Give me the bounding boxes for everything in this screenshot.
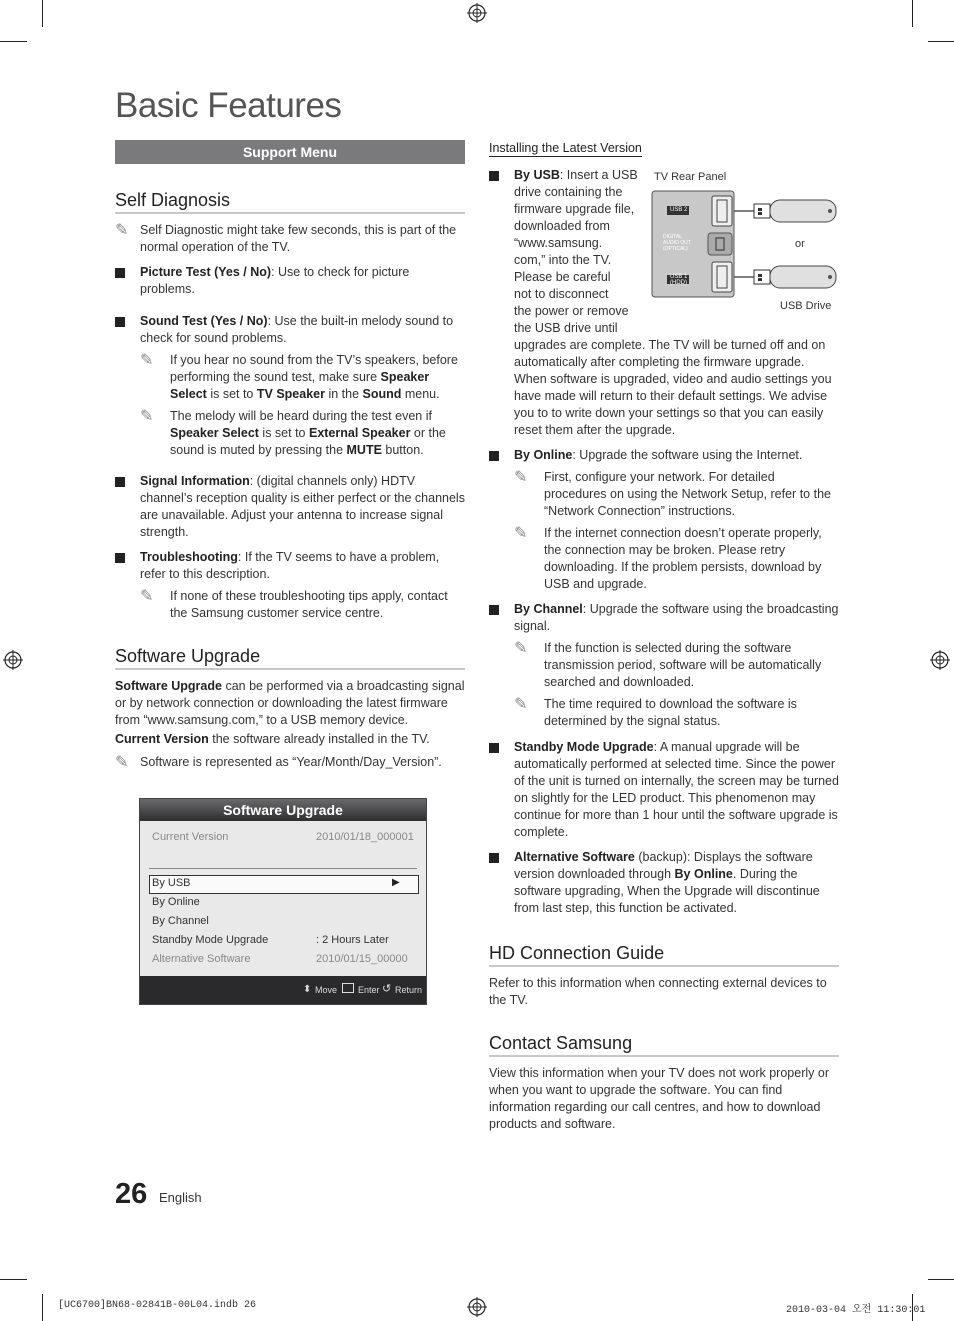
item-text-line: firmware upgrade file, xyxy=(514,202,635,216)
crop-mark xyxy=(42,1294,43,1321)
software-upgrade-osd-menu xyxy=(139,798,427,1005)
bullet-square-icon xyxy=(115,268,125,278)
bullet-square-icon xyxy=(489,451,499,461)
note-text: The time required to download the software is determined by the signal status. xyxy=(544,697,797,728)
channel-note-2 xyxy=(514,696,839,730)
osd-current-version-value: 2010/01/18_000001 xyxy=(316,831,414,843)
note-text: is set to xyxy=(258,426,309,440)
registration-mark-icon xyxy=(467,3,487,23)
port-usb1-line: USB 1 xyxy=(670,274,688,280)
enter-icon xyxy=(342,983,354,993)
note-pencil-icon: ✎ xyxy=(140,588,154,605)
item-text-line: not to disconnect xyxy=(514,287,609,301)
note-text: If you hear no sound from the TV’s speakers, before performing the sound test, make sure xyxy=(170,353,458,384)
osd-current-version-label: Current Version xyxy=(152,831,229,843)
bullet-square-icon xyxy=(489,605,499,615)
port-hdd-line: (HDD) xyxy=(670,280,687,286)
osd-item-alternative-software: Alternative Software xyxy=(152,953,251,965)
sound-test-item xyxy=(115,313,465,459)
osd-divider xyxy=(149,868,417,869)
note-bold: External Speaker xyxy=(308,426,411,440)
note-text: or the sound is muted by pressing the xyxy=(170,426,446,457)
item-text-line: the power or remove xyxy=(514,304,629,318)
channel-note-1 xyxy=(514,640,839,691)
version-format-note xyxy=(115,754,465,771)
current-text: the software already installed in the TV. xyxy=(208,732,430,746)
bullet-square-icon xyxy=(489,743,499,753)
item-text: : Insert a USB xyxy=(559,168,638,182)
crop-mark xyxy=(912,0,913,27)
item-label: Sound Test (Yes / No) xyxy=(140,314,268,328)
or-label: or xyxy=(795,238,805,250)
item-text-line: drive containing the xyxy=(514,185,623,199)
item-label: Signal Information xyxy=(140,474,250,488)
item-label: Picture Test (Yes / No) xyxy=(140,265,272,279)
usb-drive-label: USB Drive xyxy=(780,300,832,312)
bullet-square-icon xyxy=(115,553,125,563)
port-digital-line: (OPTICAL) xyxy=(663,246,688,252)
osd-standby-value: : 2 Hours Later xyxy=(316,934,389,946)
page-language: English xyxy=(159,1190,202,1205)
item-text: : Use the built-in melody sound to check for sound problems. xyxy=(140,314,454,345)
hd-connection-guide-heading: HD Connection Guide xyxy=(489,943,839,967)
item-text: : If the TV seems to have a problem, refer to this description. xyxy=(140,550,440,581)
software-upgrade-heading: Software Upgrade xyxy=(115,646,465,670)
note-text: First, configure your network. For detailed procedures on using the Network Setup, refer to the “Network Connection” instructions. xyxy=(544,470,831,518)
current-version-desc xyxy=(115,731,465,748)
online-note-1 xyxy=(514,469,839,520)
registration-mark-icon xyxy=(467,1297,487,1317)
note-pencil-icon: ✎ xyxy=(514,696,528,713)
osd-footer-move: Move xyxy=(315,985,338,995)
item-text: : A manual upgrade will be automatically performed at selected time. Since the power of the unit is turned on internally, the screen may be turned on slightly for the LED product. This phenomenon may continue for more than 1 hour until the software upgrade is complete. xyxy=(514,740,839,839)
note-text: Self Diagnostic might take few seconds, this is part of the normal operation of the TV. xyxy=(140,223,457,254)
item-label: Troubleshooting xyxy=(140,550,238,564)
usb-connection-diagram xyxy=(650,168,840,318)
note-bold: Sound xyxy=(362,387,402,401)
standby-mode-upgrade-item xyxy=(489,739,839,841)
item-text-line: “www.samsung. xyxy=(514,236,603,250)
bullet-square-icon xyxy=(115,477,125,487)
item-text: upgrades are complete. The TV will be turned off and on automatically after completing the firmware upgrade. When software is upgraded, video and audio settings you have made will return to their default settings. We advise you to to write down your settings so that you can easily reset them after the upgrade. xyxy=(514,338,832,437)
note-text: If the internet connection doesn’t operate properly, the connection may be broken. Please retry downloading. If the problem persists, download by USB and upgrade. xyxy=(544,526,822,591)
port-digital-audio-label xyxy=(663,234,691,252)
tv-rear-panel-label: TV Rear Panel xyxy=(654,171,727,183)
osd-item-standby-mode-upgrade[interactable]: Standby Mode Upgrade xyxy=(152,934,269,946)
crop-mark xyxy=(0,41,27,42)
item-text-line: Please be careful xyxy=(514,270,611,284)
item-text-line: the USB drive until xyxy=(514,321,618,335)
item-text: : Use to check for picture problems. xyxy=(140,265,410,296)
osd-alternative-value: 2010/01/15_00000 xyxy=(316,953,408,965)
port-digital-line: DIGITAL xyxy=(663,234,683,240)
contact-samsung-heading: Contact Samsung xyxy=(489,1033,839,1057)
osd-footer-enter: Enter xyxy=(358,985,380,995)
port-usb2-label: USB 2 xyxy=(670,207,688,213)
troubleshooting-item xyxy=(115,549,465,622)
item-text-line: com,” into the TV. xyxy=(514,253,612,267)
return-icon: ↺ xyxy=(382,983,392,995)
online-note-2 xyxy=(514,525,839,593)
item-text: : Upgrade the software using the broadcasting signal. xyxy=(514,602,839,633)
self-diagnosis-note xyxy=(115,222,465,256)
note-bold: Speaker Select xyxy=(170,370,430,401)
left-column xyxy=(115,140,465,771)
item-label: Standby Mode Upgrade xyxy=(514,740,654,754)
note-pencil-icon: ✎ xyxy=(115,222,129,239)
registration-mark-icon xyxy=(930,650,950,670)
intro-bold: Software Upgrade xyxy=(115,679,222,693)
port-usb1-label xyxy=(670,274,687,286)
item-text: : Upgrade the software using the Internet. xyxy=(572,448,803,462)
page-title: Basic Features xyxy=(115,86,342,125)
current-bold: Current Version xyxy=(115,732,209,746)
sound-note-1 xyxy=(140,352,465,403)
note-pencil-icon: ✎ xyxy=(140,408,154,425)
crop-mark xyxy=(42,0,43,27)
item-label: By USB xyxy=(514,168,560,182)
software-upgrade-intro xyxy=(115,678,465,729)
bullet-square-icon xyxy=(489,853,499,863)
note-pencil-icon: ✎ xyxy=(514,525,528,542)
signal-information-item xyxy=(115,473,465,541)
intro-text: can be performed via a broadcasting signal or by network connection or downloading the latest firmware from “www.samsung.com,” to a USB memory device. xyxy=(115,679,465,727)
bullet-square-icon xyxy=(489,171,499,181)
note-pencil-icon: ✎ xyxy=(514,640,528,657)
note-text: menu. xyxy=(401,387,440,401)
note-pencil-icon: ✎ xyxy=(115,754,129,771)
installing-heading: Installing the Latest Version xyxy=(489,141,642,155)
item-text-line: downloaded from xyxy=(514,219,610,233)
note-text: in the xyxy=(324,387,363,401)
crop-mark xyxy=(0,1279,27,1280)
port-digital-line: AUDIO OUT xyxy=(663,240,691,246)
troubleshooting-note xyxy=(140,588,465,622)
footer-file-name: [UC6700]BN68-02841B-00L04.indb 26 xyxy=(58,1300,257,1311)
note-bold: TV Speaker xyxy=(256,387,325,401)
osd-item-by-online[interactable]: By Online xyxy=(152,896,200,908)
item-label: By Channel xyxy=(514,602,583,616)
item-text: . During the software upgrading, When the Upgrade will discontinue from last step, this function be activated. xyxy=(514,867,820,915)
osd-item-by-usb[interactable]: By USB xyxy=(152,877,191,889)
note-pencil-icon: ✎ xyxy=(514,469,528,486)
osd-footer xyxy=(140,976,426,1004)
note-text: is set to xyxy=(206,387,257,401)
by-online-item xyxy=(489,447,839,593)
self-diagnosis-heading: Self Diagnosis xyxy=(115,190,465,214)
crop-mark xyxy=(928,41,954,42)
note-bold: Speaker Select xyxy=(170,426,259,440)
item-label: Alternative Software xyxy=(514,850,635,864)
osd-title: Software Upgrade xyxy=(140,799,426,821)
contact-samsung-text: View this information when your TV does not work properly or when you want to upgrade the software. You can find information regarding our call centres, and how to download products and software. xyxy=(489,1066,829,1131)
note-text: Software is represented as “Year/Month/Day_Version”. xyxy=(140,755,442,769)
footer-date: 2010-03-04 오전 11:30:01 xyxy=(786,1305,926,1316)
note-text: If the function is selected during the software transmission period, software will be automatically searched and downloaded. xyxy=(544,641,822,689)
osd-item-by-channel[interactable]: By Channel xyxy=(152,915,209,927)
item-text: : (digital channels only) HDTV channel’s reception quality is either perfect or the channels are unavailable. Adjust your antenna to increase signal strength. xyxy=(140,474,465,539)
note-pencil-icon: ✎ xyxy=(140,352,154,369)
alternative-software-item xyxy=(489,849,839,917)
picture-test-item xyxy=(115,264,465,298)
item-text: (backup): Displays the software version downloaded through xyxy=(514,850,813,881)
item-bold: By Online xyxy=(674,867,733,881)
osd-footer-return: Return xyxy=(395,985,423,995)
crop-mark xyxy=(928,1279,954,1280)
support-menu-banner: Support Menu xyxy=(115,140,465,164)
hd-connection-guide-text: Refer to this information when connecting external devices to the TV. xyxy=(489,976,827,1007)
note-text: If none of these troubleshooting tips apply, contact the Samsung customer service centre. xyxy=(170,589,448,620)
note-bold: MUTE xyxy=(346,443,382,457)
registration-mark-icon xyxy=(3,650,23,670)
item-label: By Online xyxy=(514,448,573,462)
arrow-right-icon: ▶ xyxy=(392,877,400,888)
sound-note-2 xyxy=(140,408,465,459)
note-text: button. xyxy=(381,443,424,457)
move-updown-icon: ⬍ xyxy=(303,984,312,995)
by-channel-item xyxy=(489,601,839,730)
note-text: The melody will be heard during the test even if xyxy=(170,409,432,423)
page-number: 26 xyxy=(115,1178,148,1210)
bullet-square-icon xyxy=(115,317,125,327)
